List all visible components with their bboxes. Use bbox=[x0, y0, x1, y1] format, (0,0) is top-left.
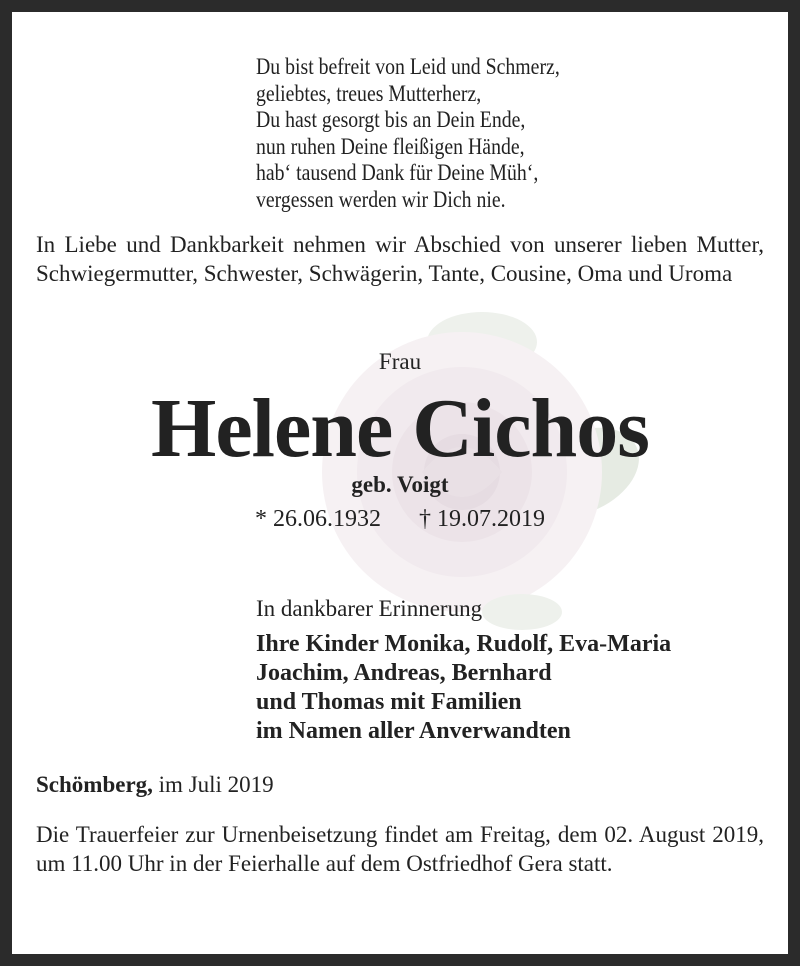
mourners-list bbox=[256, 630, 671, 746]
mourner-line: Ihre Kinder Monika, Rudolf, Eva-Maria bbox=[256, 631, 672, 657]
poem-line: vergessen werden wir Dich nie. bbox=[256, 186, 506, 212]
month-year: im Juli 2019 bbox=[152, 772, 274, 797]
death-date: † 19.07.2019 bbox=[419, 506, 545, 532]
mourner-line: Joachim, Andreas, Bernhard bbox=[256, 660, 552, 686]
intro-text: In Liebe und Dankbarkeit nehmen wir Abschied von unserer lieben Mutter, Schwiegermutter, Schwester, Schwägerin, Tante, Cousine, Oma und Uroma bbox=[36, 232, 764, 286]
place-date bbox=[36, 772, 274, 798]
poem-line: Du hast gesorgt bis an Dein Ende, bbox=[256, 107, 526, 132]
poem-line: nun ruhen Deine fleißigen Hände, bbox=[256, 133, 525, 159]
birth-date: * 26.06.1932 bbox=[255, 506, 381, 532]
mourners-heading: In dankbarer Erinnerung bbox=[256, 596, 483, 621]
salutation: Frau bbox=[378, 349, 422, 374]
town: Schömberg, bbox=[36, 772, 153, 797]
maiden-name: geb. Voigt bbox=[351, 472, 449, 497]
poem-line: hab‘ tausend Dank für Deine Müh‘, bbox=[256, 160, 539, 185]
poem-line: geliebtes, treues Mutterherz, bbox=[256, 80, 482, 106]
life-dates bbox=[12, 506, 788, 533]
mourner-line: im Namen aller Anverwandten bbox=[256, 718, 571, 744]
deceased-name: Helene Cichos bbox=[151, 382, 649, 475]
obituary-card bbox=[12, 12, 788, 954]
poem bbox=[256, 54, 560, 213]
funeral-notice: Die Trauerfeier zur Urnenbeisetzung findet am Freitag, dem 02. August 2019, um 11.00 Uhr in der Feierhalle auf dem Ostfriedhof Gera statt. bbox=[36, 822, 764, 876]
mourner-line: und Thomas mit Familien bbox=[256, 689, 522, 715]
poem-line: Du bist befreit von Leid und Schmerz, bbox=[256, 54, 560, 79]
